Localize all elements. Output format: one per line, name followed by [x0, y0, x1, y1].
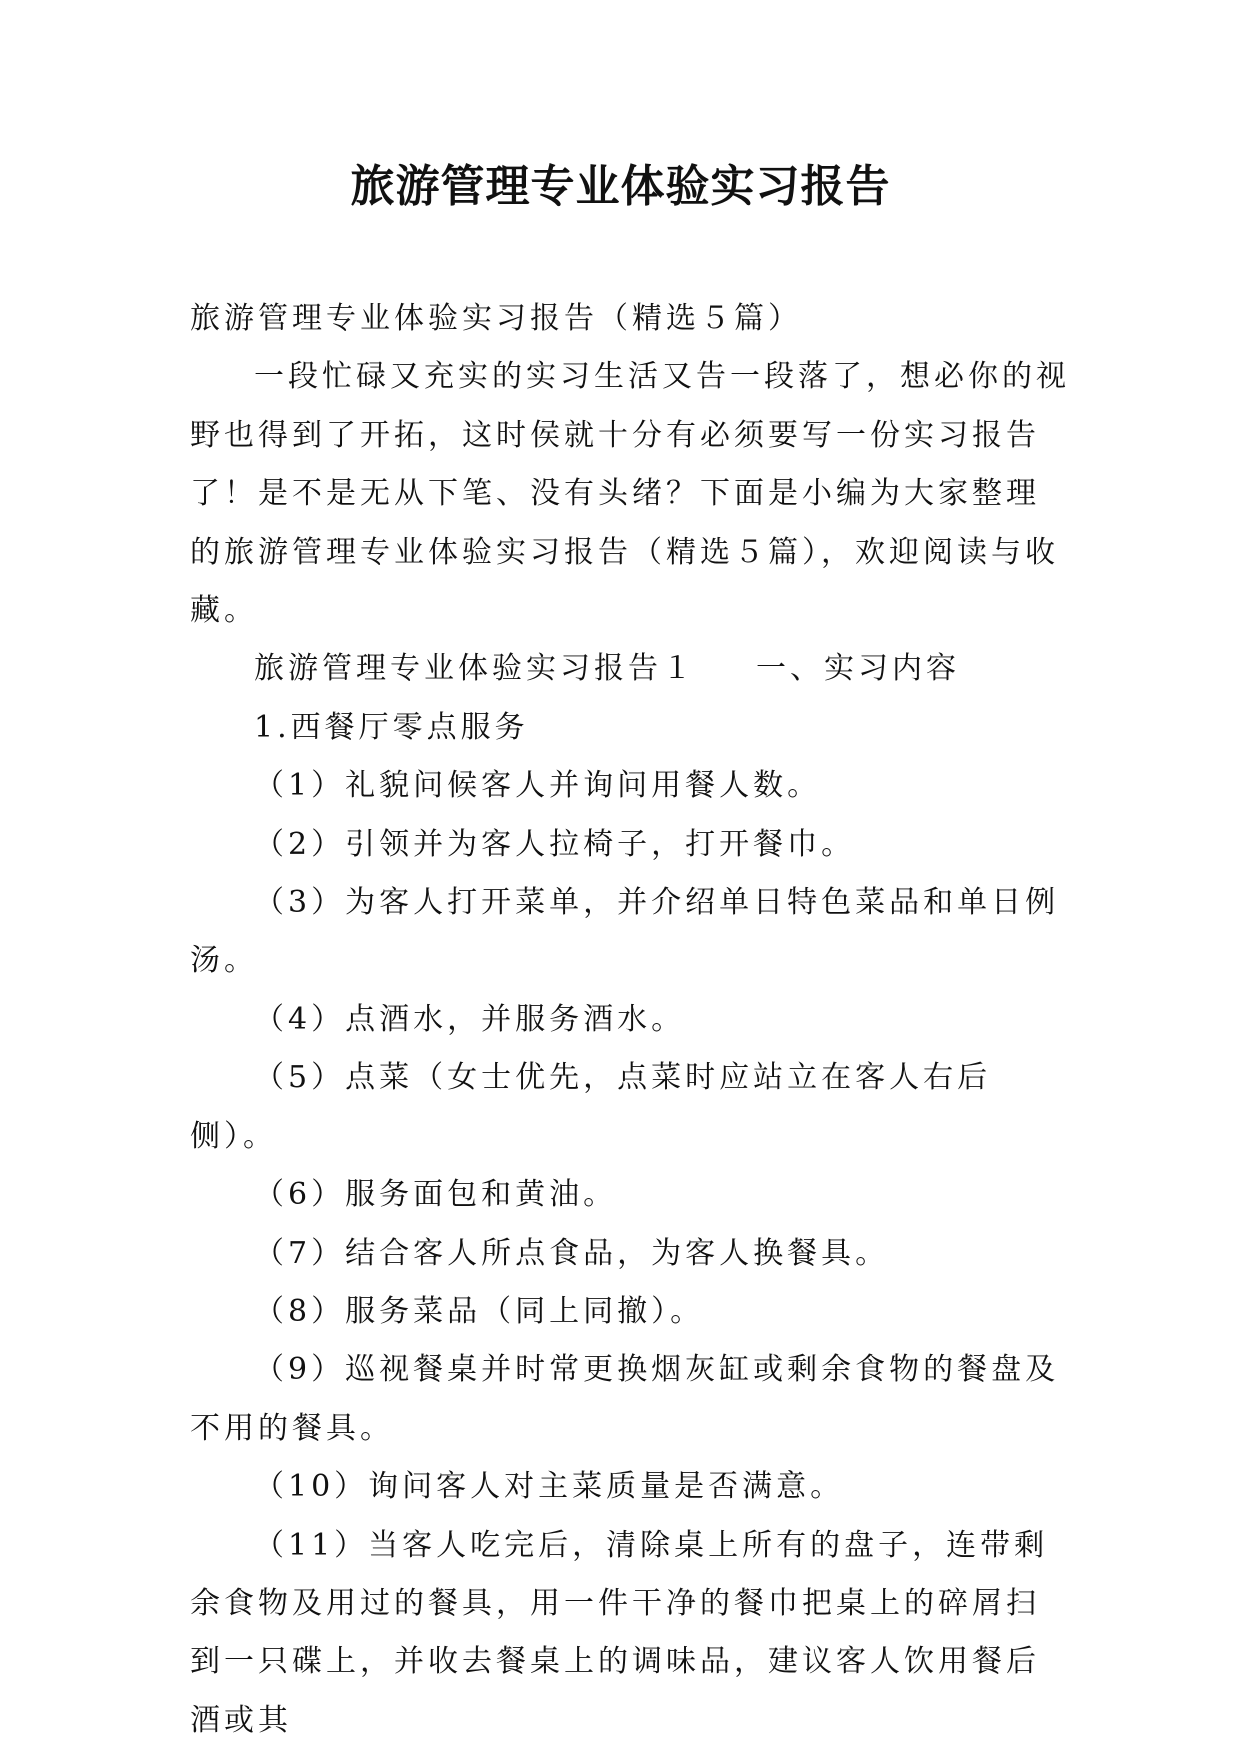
subtitle: 旅游管理专业体验实习报告（精选５篇） [190, 301, 802, 336]
intro-paragraph: 一段忙碌又充实的实习生活又告一段落了，想必你的视野也得到了开拓，这时侯就十分有必须要写一份实习报告了！是不是无从下笔、没有头绪？下面是小编为大家整理的旅游管理专业体验实习报告（精选５篇），欢迎阅读与收藏。 [190, 359, 1070, 629]
list-item: （2）引领并为客人拉椅子，打开餐巾。 [254, 826, 856, 862]
list-item: （4）点酒水，并服务酒水。 [254, 1001, 686, 1037]
report-heading-line [190, 640, 1070, 698]
section-heading: 一、实习内容 [756, 651, 960, 687]
list-item: （1）礼貌问候客人并询问用餐人数。 [254, 768, 822, 804]
document-body [190, 290, 1070, 1750]
list-item: （3）为客人打开菜单，并介绍单日特色菜品和单日例汤。 [190, 885, 1060, 979]
subsection-heading: 1.西餐厅零点服务 [254, 709, 529, 745]
list-item: （8）服务菜品（同上同撤）。 [254, 1293, 705, 1329]
list-item: （5）点菜（女士优先，点菜时应站立在客人右后侧）。 [190, 1060, 992, 1154]
report-heading: 旅游管理专业体验实习报告１ [254, 651, 696, 687]
list-item: （10）询问客人对主菜质量是否满意。 [254, 1469, 845, 1505]
list-item: （11）当客人吃完后，清除桌上所有的盘子，连带剩余食物及用过的餐具，用一件干净的餐巾把桌上的碎屑扫到一只碟上，并收去餐桌上的调味品，建议客人饮用餐后酒或其 [190, 1527, 1049, 1738]
list-item: （7）结合客人所点食品，为客人换餐具。 [254, 1235, 890, 1271]
list-item: （6）服务面包和黄油。 [254, 1177, 618, 1213]
page-title: 旅游管理专业体验实习报告 [350, 161, 891, 212]
list-item: （9）巡视餐桌并时常更换烟灰缸或剩余食物的餐盘及不用的餐具。 [190, 1352, 1060, 1446]
